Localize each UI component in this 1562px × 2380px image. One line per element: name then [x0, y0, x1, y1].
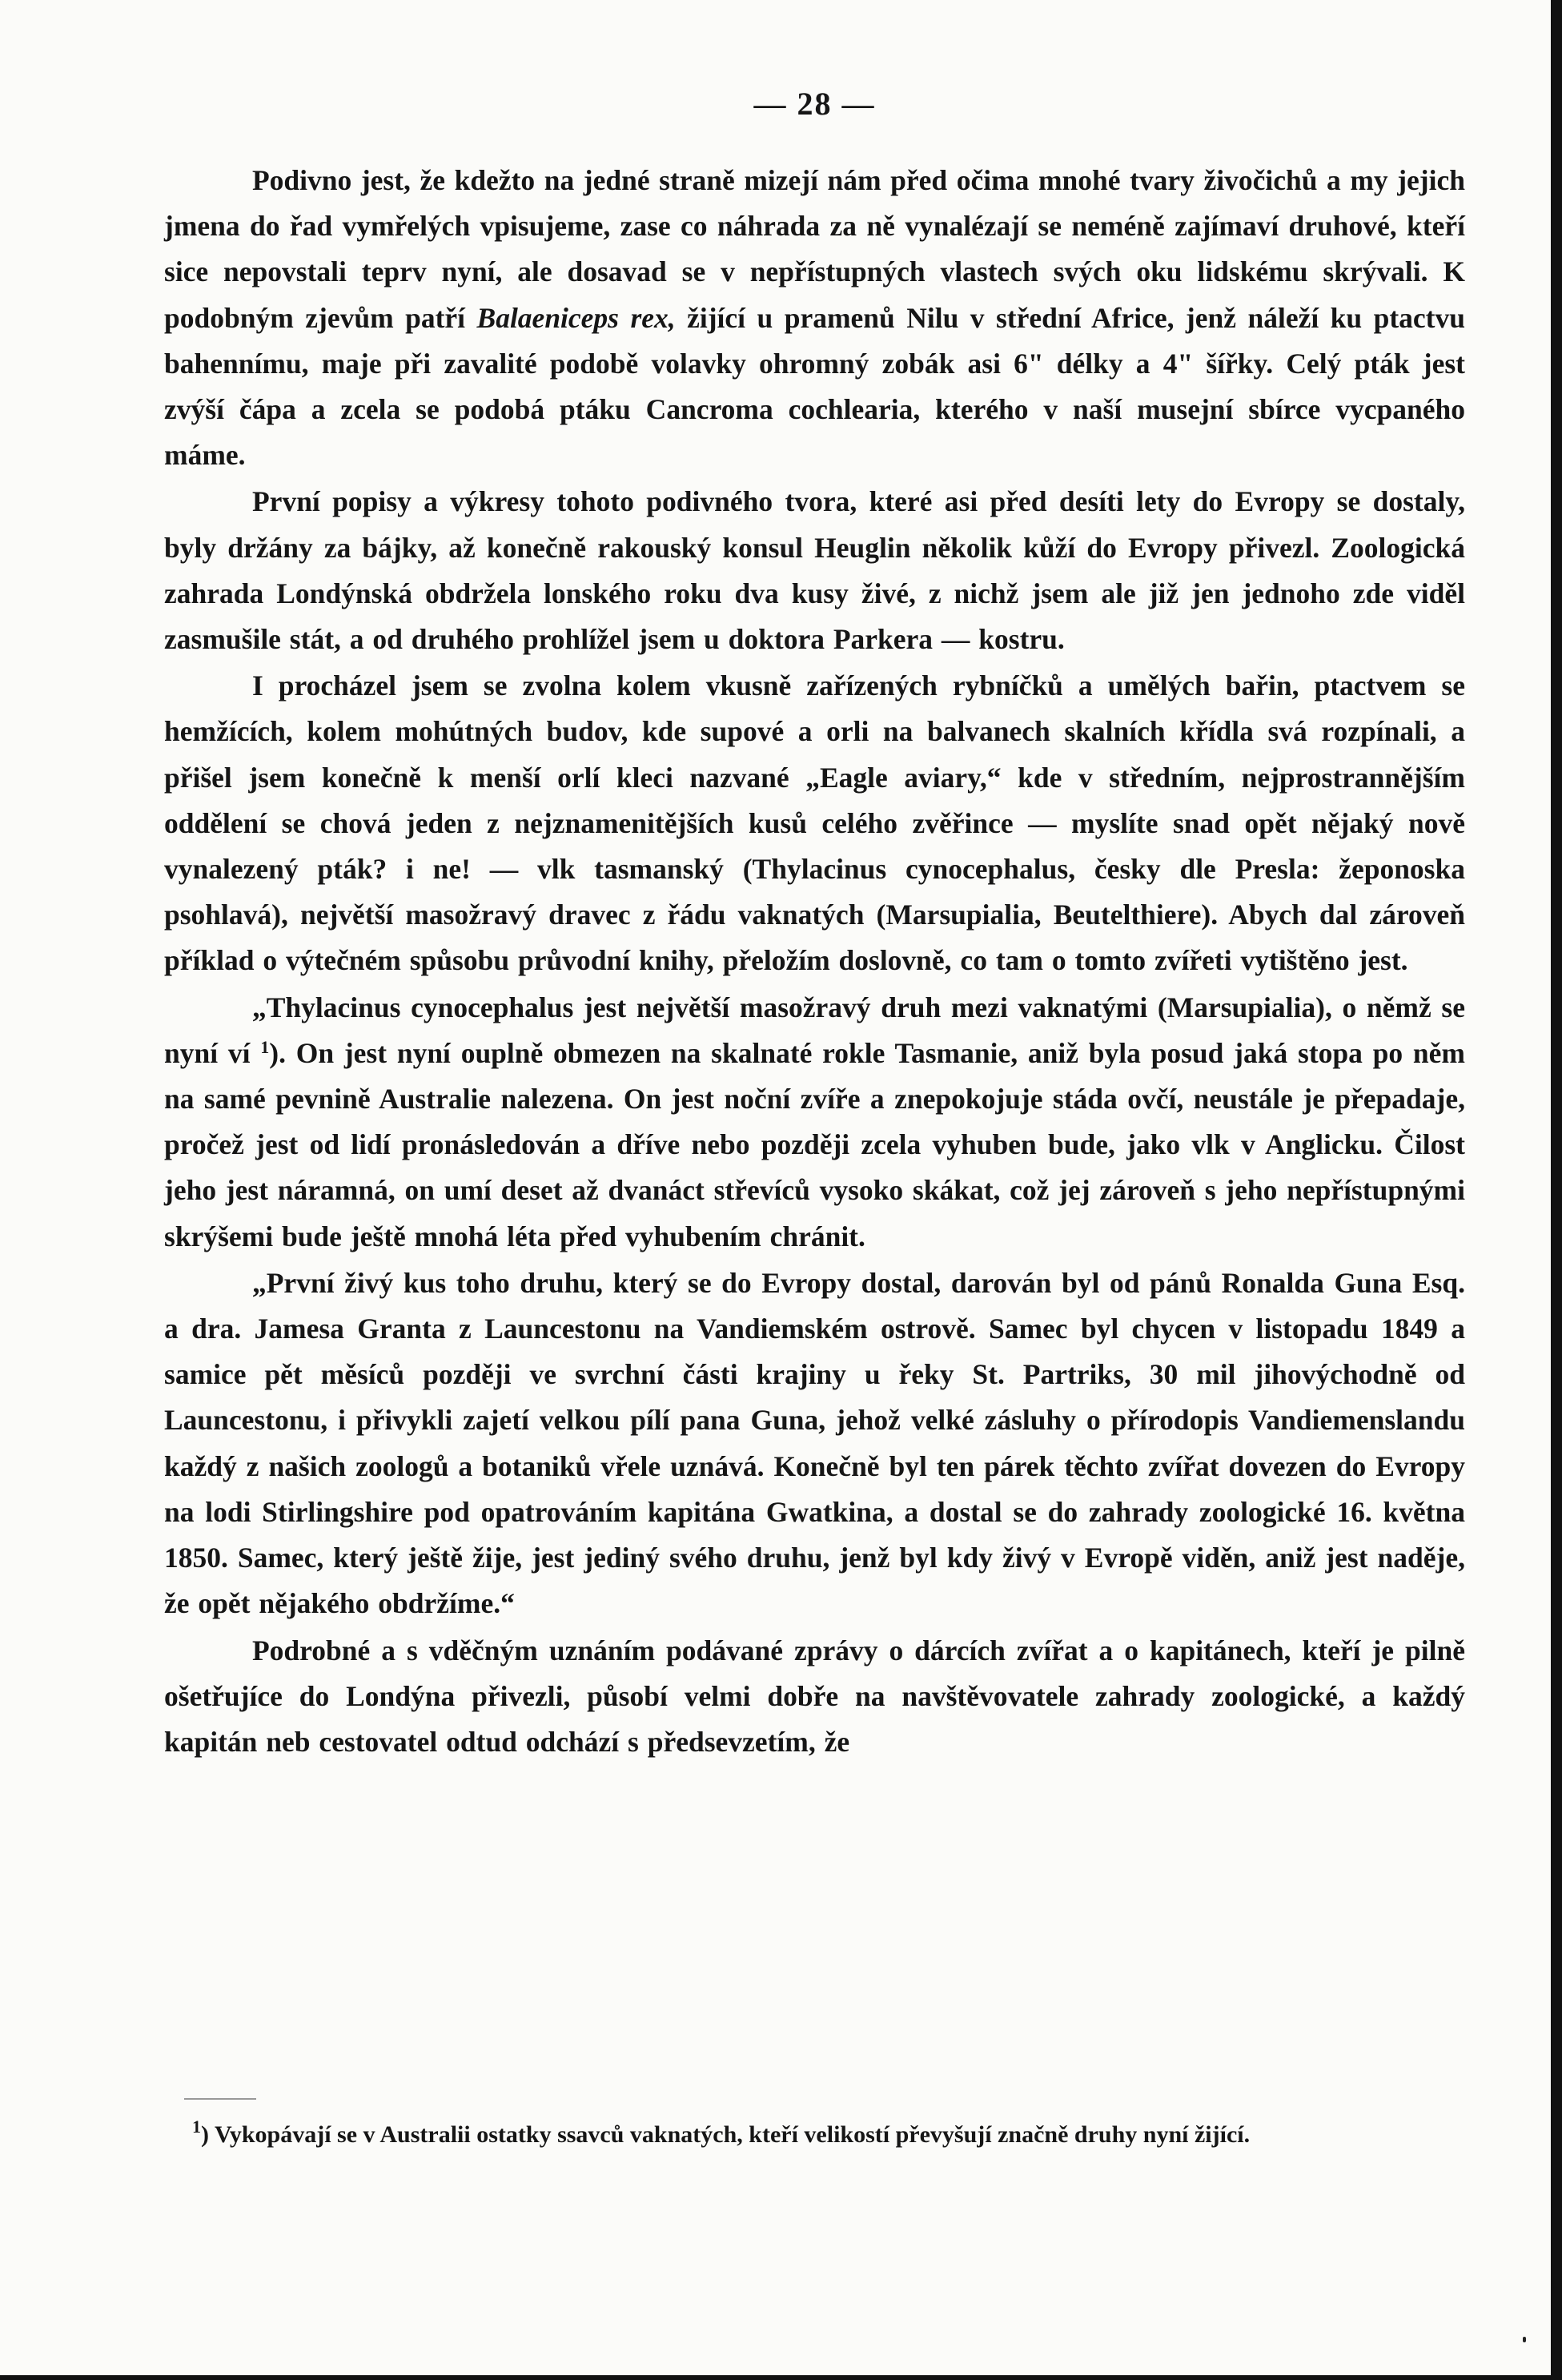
footnote-divider	[184, 2098, 256, 2100]
paragraph-1-text-a: Podivno jest, že kdežto na jedné straně mizejí nám před očima mnohé tvary živočichů a my jejich jmena do řad vymřelých vpisujeme, zase co náhrada za ně vynalézají se neméně zajímaví druhové, kteří sice nepovstali teprv nyní, ale dosavad se v nepřístupných vlastech svých oku lidskému skrývali. K podobným zjevům patří	[164, 164, 1465, 334]
paragraph-4-text-a: „Thylacinus cynocephalus jest největší masožravý druh mezi vaknatými (Marsupialia), o němž se nyní ví	[164, 991, 1465, 1069]
paragraph-1-text-b: žijící u pramenů Nilu v střední Africe, jenž náleží ku ptactvu bahennímu, maje při zavalité podobě volavky ohromný zobák asi 6" délky a 4" šířky. Celý pták jest zvýší čápa a zcela se podobá ptáku Cancroma cochlearia, kterého v naší musejní sbírce vycpaného máme.	[164, 301, 1465, 472]
paragraph-2: První popisy a výkresy tohoto podivného tvora, které asi před desíti lety do Evropy se dostaly, byly držány za bájky, až konečně rakouský konsul Heuglin několik kůží do Evropy přivezl. Zoologická zahrada Londýnská obdržela lonského roku dva kusy živé, z nichž jsem ale již jen jednoho zde viděl zasmušile stát, a od druhého prohlížel jsem u doktora Parkera — kostru.	[164, 485, 1465, 656]
paragraph-3: I procházel jsem se zvolna kolem vkusně zařízených rybníčků a umělých bařin, ptactvem se hemžících, kolem mohútných budov, kde supové a orli na balvanech skalních křídla svá rozpínali, a přišel jsem konečně k menší orlí kleci nazvané „Eagle aviary,“ kde v středním, nejprostrannějším oddělení se chová jeden z nejznamenitějších kusů celého zvěřince — myslíte snad opět nějaký nově vynalezený pták? i ne! — vlk tasmanský (Thylacinus cynocephalus, česky dle Presla: žeponoska psohlavá), největší masožravý dravec z řádu vaknatých (Marsupialia, Beutelthiere). Abych dal zároveň příklad o výtečném spůsobu průvodní knihy, přeložím doslovně, co tam o tomto zvířeti vytištěno jest.	[164, 669, 1465, 977]
paragraph-5: „První živý kus toho druhu, který se do Evropy dostal, darován byl od pánů Ronalda Guna Esq. a dra. Jamesa Granta z Launcestonu na Vandiemském ostrově. Samec byl chycen v listopadu 1849 a samice pět měsíců později ve svrchní části krajiny u řeky St. Partriks, 30 mil jihovýchodně od Launcestonu, i přivykli zajetí velkou pílí pana Guna, jehož velké zásluhy o přírodopis Vandiemenslandu každý z našich zoologů a botaniků vřele uznává. Konečně byl ten párek těchto zvířat dovezen do Evropy na lodi Stirlingshire pod opatrováním kapitána Gwatkina, a dostal se do zahrady zoologické 16. května 1850. Samec, který ještě žije, jest jediný svého druhu, jenž byl kdy živý v Evropě viděn, aniž jest naděje, že opět nějakého obdržíme.“	[164, 1266, 1465, 1620]
footnote	[192, 2117, 1500, 2153]
paragraph-6: Podrobné a s vděčným uznáním podávané zprávy o dárcích zvířat a o kapitánech, kteří je pilně ošetřujíce do Londýna přivezli, působí velmi dobře na navštěvovatele zahrady zoologické, a každý kapitán neb cestovatel odtud odchází s předsevzetím, že	[164, 1634, 1465, 1758]
species-name-italic: Balaeniceps rex,	[476, 301, 676, 334]
paragraph-4-text-b: ). On jest nyní ouplně obmezen na skalnaté rokle Tasmanie, aniž byla posud jaká stopa po něm na samé pevnině Australie nalezena. On jest noční zvíře a znepokojuje stáda ovčí, neustále je přepadaje, pročež jest od lidí pronásledován a dříve nebo později zcela vyhuben bude, jako vlk v Anglicku. Čilost jeho jest náramná, on umí deset až dvanáct střevíců vysoko skákat, což jej zároveň s jeho nepřístupnými skrýšemi bude ještě mnohá léta před vyhubením chránit.	[164, 1036, 1465, 1252]
page-number: — 28 —	[753, 86, 876, 122]
footnote-marker: 1	[192, 2117, 201, 2137]
page-body	[164, 84, 1465, 1766]
scan-speck	[1523, 2337, 1526, 2342]
paragraph-1	[164, 158, 1465, 478]
footnote-reference: 1	[260, 1036, 270, 1057]
footnote-text: ) Vykopávají se v Australii ostatky ssavců vaknatých, kteří velikostí převyšují značně druhy nyní žijící.	[201, 2121, 1251, 2148]
paragraph-4	[164, 985, 1465, 1260]
